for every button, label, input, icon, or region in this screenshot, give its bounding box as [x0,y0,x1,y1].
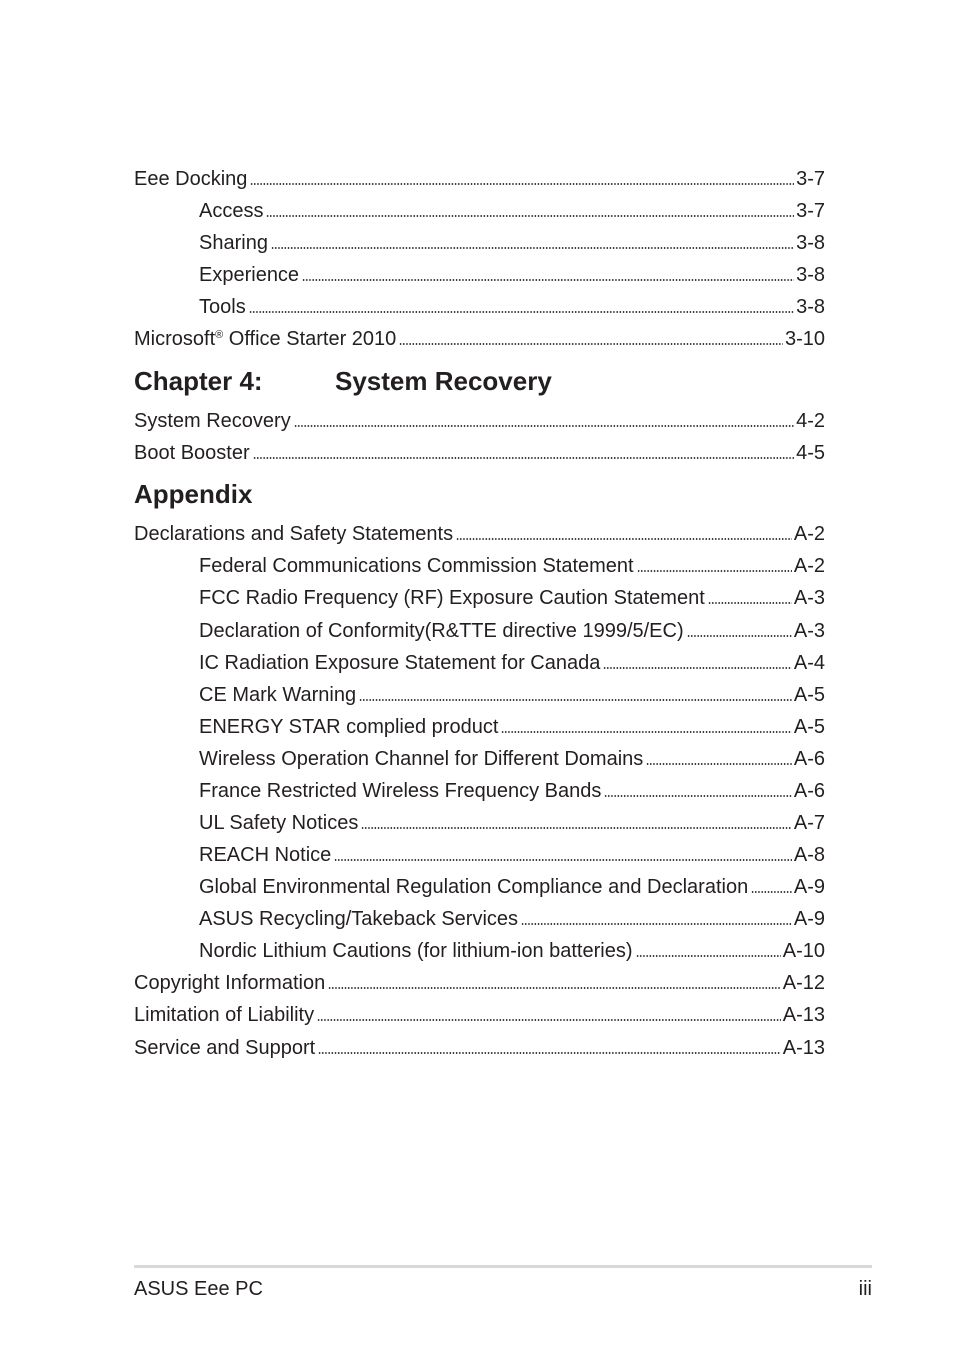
toc-entry-page: 4-2 [796,410,825,432]
toc-entry-label: Declaration of Conformity(R&TTE directive 1999/5/EC) [199,620,684,642]
toc-entry-label: Eee Docking [134,168,248,190]
toc-entry[interactable] [134,965,825,995]
toc-subentry[interactable] [199,869,825,899]
toc-entry-label: Sharing [199,232,268,254]
dot-leader [456,537,792,541]
toc-entry[interactable] [134,321,825,351]
toc-entry-label: Global Environmental Regulation Compliance and Declaration [199,876,749,898]
toc-entry-page: 3-7 [796,200,825,222]
toc-entry-label: UL Safety Notices [199,812,359,834]
toc-entry-page: 3-10 [784,328,825,350]
toc-entry-page: A-12 [782,972,825,994]
toc-entry-label: System Recovery [134,410,291,432]
toc-entry-label: Federal Communications Commission Statement [199,555,634,577]
toc-subentry[interactable] [199,613,825,643]
dot-leader [501,730,792,734]
toc-entry-page: 3-8 [796,232,825,254]
toc-entry-page: A-7 [793,812,825,834]
toc-entry-label: Copyright Information [134,972,326,994]
toc-entry-page: A-2 [793,523,825,545]
toc-subentry[interactable] [199,257,825,287]
dot-leader [708,601,792,605]
dot-leader [399,342,783,346]
toc-subentry[interactable] [199,837,825,867]
toc-entry-label: Service and Support [134,1037,316,1059]
toc-entry[interactable] [134,997,825,1027]
toc-subentry[interactable] [199,741,825,771]
toc-entry-label [134,327,396,351]
dot-leader [361,826,792,830]
toc-entry[interactable] [134,403,825,433]
dot-leader [253,456,794,460]
dot-leader [249,310,794,314]
toc-subentry[interactable] [199,289,825,319]
toc-entry-page: A-13 [782,1037,825,1059]
dot-leader [359,698,792,702]
label-part: Office Starter 2010 [223,328,397,350]
toc-entry-page: A-10 [782,940,825,962]
dot-leader [271,246,794,250]
toc-entry-page: A-9 [793,908,825,930]
label-part: Microsoft [134,328,216,350]
footer-divider [134,1265,872,1268]
toc-subentry[interactable] [199,933,825,963]
toc-entry-label: Declarations and Safety Statements [134,523,454,545]
dot-leader [328,986,781,990]
toc-entry-page: 4-5 [796,442,825,464]
toc-entry-label: Limitation of Liability [134,1004,315,1026]
toc-entry-label: Wireless Operation Channel for Different Domains [199,748,644,770]
toc-entry[interactable] [134,1030,825,1060]
toc-entry-page: A-9 [793,876,825,898]
registered-mark: ® [215,329,224,341]
toc-entry-label: CE Mark Warning [199,684,357,706]
dot-leader [636,954,781,958]
toc-subentry[interactable] [199,580,825,610]
toc-entry-label: ASUS Recycling/Takeback Services [199,908,519,930]
toc-entry-page: A-5 [793,684,825,706]
toc-subentry[interactable] [199,709,825,739]
footer-product-name: ASUS Eee PC [134,1278,263,1300]
dot-leader [604,794,792,798]
dot-leader [266,214,794,218]
toc-entry-label: France Restricted Wireless Frequency Bands [199,780,602,802]
toc-entry-label: ENERGY STAR complied product [199,716,499,738]
toc-entry-label: Tools [199,296,246,318]
dot-leader [317,1018,781,1022]
toc-entry-page: A-3 [793,620,825,642]
dot-leader [687,634,792,638]
toc-subentry[interactable] [199,805,825,835]
toc-entry-page: A-2 [793,555,825,577]
toc-entry[interactable] [134,161,825,191]
footer-page-number: iii [858,1278,872,1300]
toc-entry-page: 3-7 [796,168,825,190]
toc-entry-label: FCC Radio Frequency (RF) Exposure Caution Statement [199,587,705,609]
toc-entry[interactable] [134,435,825,465]
toc-entry-label: REACH Notice [199,844,332,866]
toc-subentry[interactable] [199,901,825,931]
chapter-heading [134,365,552,397]
toc-entry-page: A-3 [793,587,825,609]
toc-entry-label: Boot Booster [134,442,250,464]
dot-leader [334,858,792,862]
toc-subentry[interactable] [199,773,825,803]
dot-leader [302,278,794,282]
dot-leader [603,666,792,670]
dot-leader [294,424,794,428]
toc-entry-page: 3-8 [796,296,825,318]
toc-entry-label: Nordic Lithium Cautions (for lithium-ion batteries) [199,940,633,962]
toc-subentry[interactable] [199,225,825,255]
dot-leader [250,182,794,186]
toc-entry-page: 3-8 [796,264,825,286]
toc-entry-label: Experience [199,264,300,286]
dot-leader [646,762,792,766]
toc-entry-page: A-5 [793,716,825,738]
dot-leader [318,1051,781,1055]
toc-entry-page: A-8 [793,844,825,866]
toc-entry-label: IC Radiation Exposure Statement for Canada [199,652,601,674]
dot-leader [637,569,792,573]
toc-subentry[interactable] [199,645,825,675]
chapter-title: System Recovery [335,366,552,396]
toc-entry-page: A-4 [793,652,825,674]
toc-entry[interactable] [134,516,825,546]
toc-subentry[interactable] [199,193,825,223]
chapter-number: Chapter 4: [134,366,263,396]
toc-entry-page: A-6 [793,748,825,770]
toc-entry-page: A-13 [782,1004,825,1026]
toc-subentry[interactable] [199,548,825,578]
appendix-heading: Appendix [134,479,253,509]
toc-entry-page: A-6 [793,780,825,802]
toc-subentry[interactable] [199,677,825,707]
toc-entry-label: Access [199,200,264,222]
dot-leader [521,922,792,926]
dot-leader [751,890,792,894]
